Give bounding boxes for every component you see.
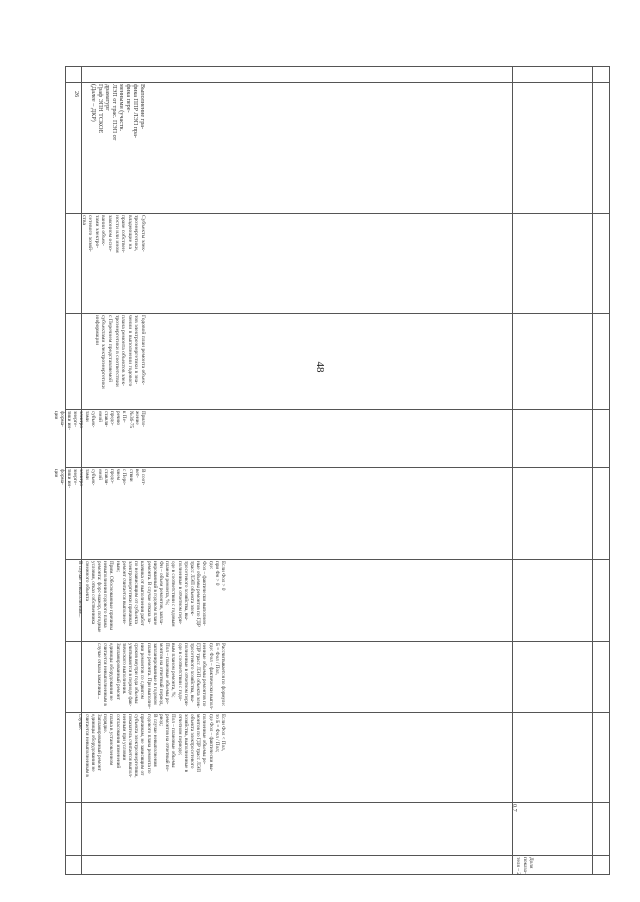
table-divider	[66, 712, 609, 713]
indicator-cell: Выполнение гра- фика ППР ЛЭП пра- фикa пере- менными (участк. ЛЭП от трас. ПЭП от драматург Граф ЭПН ТСКОЕ (Далее – ДКР)	[90, 84, 146, 141]
note-cell: Доля показа- теля – 2	[515, 857, 534, 876]
table-divider	[66, 802, 609, 803]
table-divider	[512, 67, 513, 874]
subjects-cell: Субъекты элек- троэнергетики, владеющие на праве собствен- ности или ином законном осно- вании объек- тами электро- сетевого хозяй- ства	[80, 215, 146, 253]
source-cell: Прило- жение №36-75 к Пе- речню предо- ставля- емой субъек- тами электро- энерге- тики ин- форма- ции	[53, 411, 146, 430]
table-divider	[66, 855, 609, 856]
table-divider	[66, 409, 609, 410]
page-number: 48	[314, 361, 326, 373]
row-number: 26	[73, 91, 80, 98]
requirements-table	[53, 66, 610, 876]
table-divider	[66, 313, 609, 314]
table-divider	[592, 67, 593, 874]
condition-cell: Если Фол > 0 при Фн > 0 где: Фол – фактически выполнен- ные объемы ремонтов по ГДР трасс ЛЭП объекта элек- тросетевого хозяйства, вы- полненные в отчетном пери- оде в соответствии с годовым планом ремонта, %; Фн – объем ремонтов, запла- нированный в годовом плане ремонта. В случае отказа за- казчика от выполнения работ по независящим от субъекта электроэнергетики причинам ремонт считается выполнен- ным; Прим. Обоснованные причины невыполнения годового плана ремонта: форс-мажор, погодные условия, отказ собственника смежного объекта В случае невыполнения...	[77, 561, 226, 633]
score-cell: Если Фол < Пол, то Б = Фол / Пол; где Фол – фактически вы- полненные объемы ре- монтов по ГДР трасс ЛЭП объекта электросетевого хозяйства, выполненные в отчетном периоде; Пол – плановые объемы ремонтов на отчетный пе- риод; В случае невыполнения годового плана ремонта по причинам, не зависящим от субъекта электроэнергетики, показатель считается выпол- ненным при условии согласования изменений плана в установленном порядке. Запланированный ремонт единицы оборудования не считается невыполненным в случае:	[77, 714, 226, 778]
table-divider	[66, 559, 609, 560]
table-divider	[66, 641, 609, 642]
table-divider	[66, 213, 609, 214]
formula-cell: Рассчитывается по формуле: Б = Фол / Пол, где: Фол – фактически выпол- ненные объемы ремонтов по ГДР трасс ЛЭП объекта элек- тросетевого хозяйства, вы- полненные в отчетном пери- оде в соответствии с годо- вым планом ремонта, %; Пол – плановые объемы ре- монтов на отчетный период, запланированные в годовом плане ремонта. При выполне- нии ремонтов со сдвигом сроков внутри года объемы учитываются в периоде фак- тического выполнения. Запланированный ремонт единицы оборудования не считается невыполненным в случае отказа заказчика...	[95, 643, 226, 710]
table-divider	[66, 467, 609, 468]
requirements-cell: Годовой план ремонта объек- тов электроэнергетики в зна- чении в выполнении годового плана ремонта объектов элек- троэнергетики в соответствии с Перечнем представляемой субъектами электроэнергетики информации	[93, 315, 146, 389]
weight-cell: 0,7	[511, 804, 518, 812]
table-divider	[66, 82, 609, 83]
basis-cell: В соот- вет- ствии с Пере- чнем предо- ставля- емой субъек- тами электро- энерге- тики ин- форма- ции	[53, 469, 146, 488]
